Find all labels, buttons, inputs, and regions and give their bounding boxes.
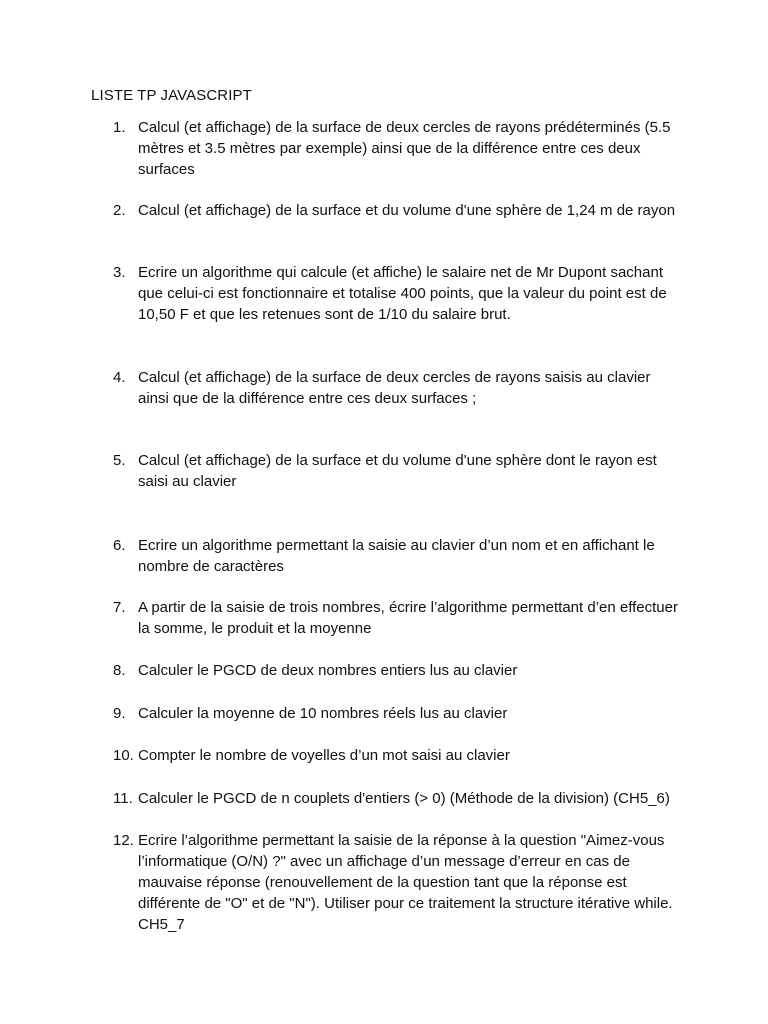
item-text-line: Compter le nombre de voyelles d’un mot saisi au clavier — [138, 747, 510, 764]
item-number: 5. — [113, 452, 126, 469]
list-item-7 — [113, 597, 683, 639]
item-text-line: différente de "O" et de "N"). Utiliser pour ce traitement la structure itérative while. — [138, 895, 673, 912]
list-item-12 — [113, 830, 683, 935]
item-number: 10. — [113, 747, 134, 764]
item-text-line: ainsi que de la différence entre ces deux surfaces ; — [138, 390, 477, 407]
item-number: 2. — [113, 202, 126, 219]
list-item-10 — [113, 745, 683, 766]
list-item-5 — [113, 450, 683, 492]
item-text-line: Calcul (et affichage) de la surface de deux cercles de rayons saisis au clavier — [138, 369, 651, 386]
item-text-line: mètres et 3.5 mètres par exemple) ainsi que de la différence entre ces deux — [138, 140, 641, 157]
item-text-line: Calculer la moyenne de 10 nombres réels lus au clavier — [138, 705, 508, 722]
item-text-line: nombre de caractères — [138, 558, 284, 575]
item-text-line: CH5_7 — [138, 916, 185, 933]
list-item-6 — [113, 535, 683, 577]
item-text-line: mauvaise réponse (renouvellement de la question tant que la réponse est — [138, 874, 627, 891]
item-number: 9. — [113, 705, 126, 722]
list-item-3 — [113, 262, 683, 325]
item-text-line: Calcul (et affichage) de la surface et du volume d'une sphère dont le rayon est — [138, 452, 657, 469]
item-number: 6. — [113, 537, 126, 554]
item-text-line: Calculer le PGCD de deux nombres entiers lus au clavier — [138, 662, 518, 679]
item-number: 11. — [113, 790, 133, 807]
item-text-line: 10,50 F et que les retenues sont de 1/10 du salaire brut. — [138, 306, 511, 323]
list-item-1 — [113, 117, 683, 180]
item-text-line: Ecrire l’algorithme permettant la saisie de la réponse à la question "Aimez-vous — [138, 832, 665, 849]
item-text-line: Calcul (et affichage) de la surface et du volume d'une sphère de 1,24 m de rayon — [138, 202, 676, 219]
item-number: 12. — [113, 832, 134, 849]
item-text-line: que celui-ci est fonctionnaire et totalise 400 points, que la valeur du point est de — [138, 285, 667, 302]
item-text-line: A partir de la saisie de trois nombres, écrire l’algorithme permettant d’en effectuer — [138, 599, 678, 616]
item-number: 7. — [113, 599, 126, 616]
document-title: LISTE TP JAVASCRIPT — [91, 87, 252, 104]
item-text-line: surfaces — [138, 161, 195, 178]
list-item-9 — [113, 703, 683, 724]
list-item-4 — [113, 367, 683, 409]
list-item-2 — [113, 200, 683, 221]
item-number: 4. — [113, 369, 126, 386]
item-text-line: Calcul (et affichage) de la surface de deux cercles de rayons prédéterminés (5.5 — [138, 119, 671, 136]
item-number: 3. — [113, 264, 126, 281]
item-text-line: Ecrire un algorithme permettant la saisie au clavier d’un nom et en affichant le — [138, 537, 655, 554]
item-text-line: Calculer le PGCD de n couplets d'entiers (> 0) (Méthode de la division) (CH5_6) — [138, 790, 670, 807]
item-text-line: Ecrire un algorithme qui calcule (et affiche) le salaire net de Mr Dupont sachant — [138, 264, 663, 281]
list-item-11 — [113, 788, 683, 809]
item-text-line: la somme, le produit et la moyenne — [138, 620, 372, 637]
item-number: 1. — [113, 119, 126, 136]
item-text-line: saisi au clavier — [138, 473, 237, 490]
item-text-line: l’informatique (O/N) ?" avec un affichage d’un message d’erreur en cas de — [138, 853, 630, 870]
list-item-8 — [113, 660, 683, 681]
item-number: 8. — [113, 662, 126, 679]
